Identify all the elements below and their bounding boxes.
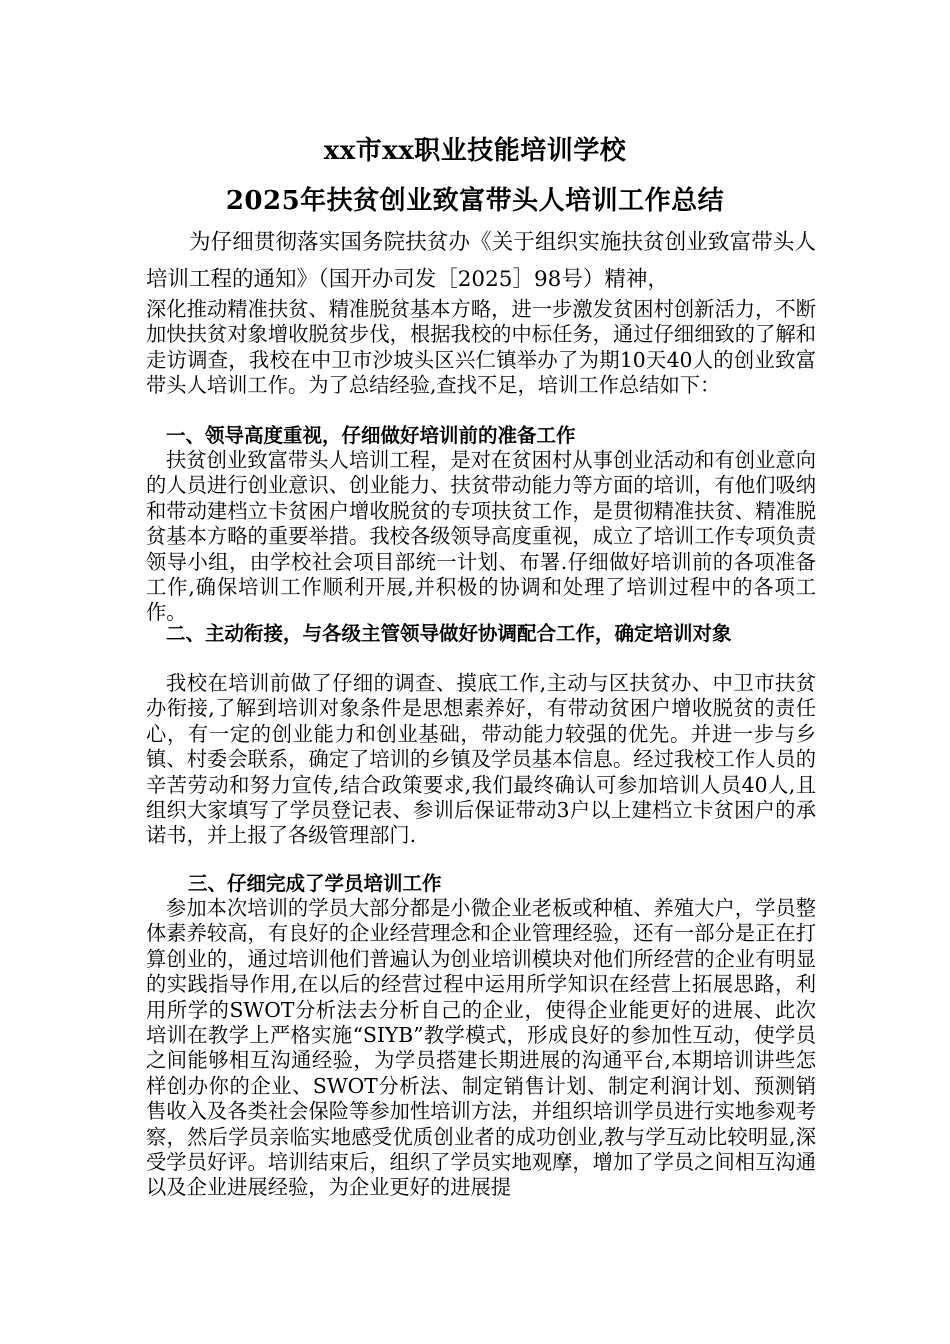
section-heading-1: 一、领导高度重视，仔细做好培训前的准备工作 [166,424,576,447]
intro-paragraph-opening: 为仔细贯彻落实国务院扶贫办《关于组织实施扶贫创业致富带头人培训工程的通知》（国开办司发［2025］98号）精神， [146,230,816,292]
section-body-1: 扶贫创业致富带头人培训工程，是对在贫困村从事创业活动和有创业意向的人员进行创业意识、创业能力、扶贫带动能力等方面的培训，有他们吸纳和带动建档立卡贫困户增收脱贫的专项扶贫工作，是贯彻精准扶贫、精准脱贫基本方略的重要举措。我校各级领导高度重视，成立了培训工作专项负责领导小组，由学校社会项目部统一计划、布署.仔细做好培训前的各项准备工作,确保培训工作顺利开展,并积极的协调和处理了培训过程中的各项工作。 [146,448,816,625]
intro-paragraph-body: 深化推动精准扶贫、精准脱贫基本方略，进一步激发贫困村创新活力，不断加快扶贫对象增收脱贫步伐，根据我校的中标任务，通过仔细细致的了解和走访调查，我校在中卫市沙坡头区兴仁镇举办了为期10天40人的创业致富带头人培训工作。为了总结经验,查找不足，培训工作总结如下： [146,297,816,398]
document-title-report: 2025年扶贫创业致富带头人培训工作总结 [225,186,725,216]
section-heading-2: 二、主动衔接，与各级主管领导做好协调配合工作，确定培训对象 [166,622,732,645]
section-body-3: 参加本次培训的学员大部分都是小微企业老板或种植、养殖大户，学员整体素养较高，有良好的企业经营理念和企业管理经验，还有一部分是正在打算创业的，通过培训他们普遍认为创业培训模块对他们所经营的企业有明显的实践指导作用,在以后的经营过程中运用所学知识在经营上拓展思路，利用所学的SWOT分析法去分析自己的企业，使得企业能更好的进展、此次培训在教学上严格实施“SIYB”教学模式，形成良好的参加性互动，使学员之间能够相互沟通经验，为学员搭建长期进展的沟通平台,本期培训讲些怎样创办你的企业、SWOT分析法、制定销售计划、制定利润计划、预测销售收入及各类社会保险等参加性培训方法，并组织培训学员进行实地参观考察，然后学员亲临实地感受优质创业者的成功创业,教与学互动比较明显,深受学员好评。培训结束后，组织了学员实地观摩，增加了学员之间相互沟通以及企业进展经验，为企业更好的进展提 [146,896,816,1200]
document-title-school: xx市xx职业技能培训学校 [323,136,627,166]
section-heading-3: 三、仔细完成了学员培训工作 [188,872,442,895]
section-body-2: 我校在培训前做了仔细的调查、摸底工作,主动与区扶贫办、中卫市扶贫办衔接,了解到培训对象条件是思想素养好，有带动贫困户增收脱贫的责任心，有一定的创业能力和创业基础，带动能力较强的优先。并进一步与乡镇、村委会联系，确定了培训的乡镇及学员基本信息。经过我校工作人员的辛苦劳动和努力宣传,结合政策要求,我们最终确认可参加培训人员40人,且组织大家填写了学员登记表、参训后保证带动3户以上建档立卡贫困户的承诺书，并上报了各级管理部门. [146,671,816,848]
